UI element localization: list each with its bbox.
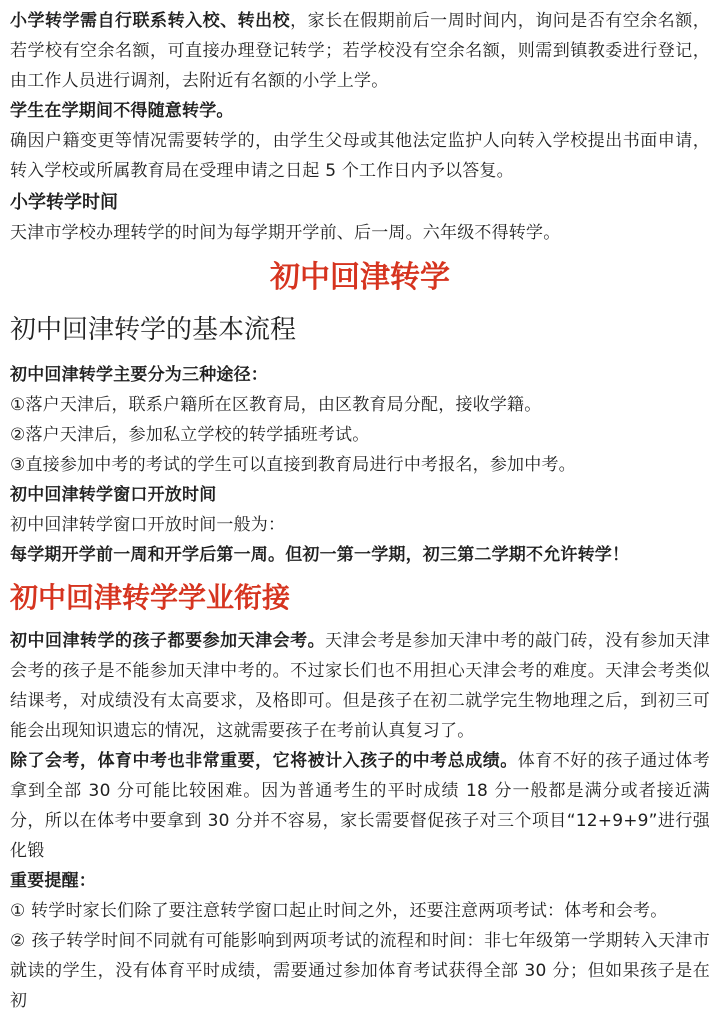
flow-item: ②落户天津后，参加私立学校的转学插班考试。 — [10, 425, 370, 445]
section-title-middle-school: 初中回津转学 — [270, 260, 450, 295]
paragraph-transfer-time: 天津市学校办理转学的时间为每学期开学前、后一周。六年级不得转学。 — [10, 223, 561, 243]
paragraph-huikao — [10, 626, 710, 746]
flow-title: 初中回津转学的基本流程 — [10, 315, 297, 345]
paragraph-primary-transfer — [10, 6, 710, 96]
window-paragraph: 初中回津转学窗口开放时间一般为： — [10, 515, 286, 535]
reminder-heading: 重要提醒： — [10, 871, 96, 891]
flow-list — [10, 390, 710, 480]
flow-item: ①落户天津后，联系户籍所在区教育局，由区教育局分配，接收学籍。 — [10, 395, 542, 415]
window-heading: 初中回津转学窗口开放时间 — [10, 485, 217, 505]
primary-transfer-body: ，家长在假期前后一周时间内，询问是否有空余名额，若学校有空余名额，可直接办理登记转学；若学校没有空余名额，则需到镇教委进行登记，由工作人员进行调剂，去附近有名额的小学上学。 — [10, 11, 710, 91]
primary-transfer-lead: 小学转学需自行联系转入校、转出校 — [10, 11, 291, 31]
reminder-item: ② 孩子转学时间不同就有可能影响到两项考试的流程和时间：非七年级第一学期转入天津市就读的学生，没有体育平时成绩，需要通过参加体育考试获得全部 30 分；但如果孩子是在初 — [10, 931, 710, 1011]
window-times: 每学期开学前一周和开学后第一周。但初一第一学期，初三第二学期不允许转学！ — [10, 545, 630, 565]
section-title-academic: 初中回津转学学业衔接 — [10, 581, 291, 614]
primary-transfer-time-heading: 小学转学时间 — [10, 192, 118, 213]
flow-item: ③直接参加中考的考试的学生可以直接到教育局进行中考报名，参加中考。 — [10, 455, 576, 475]
huikao-lead: 初中回津转学的孩子都要参加天津会考。 — [10, 631, 326, 651]
reminder-item: ① 转学时家长们除了要注意转学窗口起止时间之外，还要注意两项考试：体考和会考。 — [10, 901, 668, 921]
pe-exam-lead: 除了会考，体育中考也非常重要，它将被计入孩子的中考总成绩。 — [10, 751, 518, 771]
paragraph-household-change: 确因户籍变更等情况需要转学的，由学生父母或其他法定监护人向转入学校提出书面申请，转入学校或所属教育局在受理申请之日起 5 个工作日内予以答复。 — [10, 131, 710, 181]
flow-intro: 初中回津转学主要分为三种途径： — [10, 365, 268, 385]
huikao-body: 天津会考是参加天津中考的敲门砖，没有参加天津会考的孩子是不能参加天津中考的。不过家长们也不用担心天津会考的难度。天津会考类似结课考，对成绩没有太高要求，及格即可。但是孩子在初二就学完生物地理之后，到初三可能会出现知识遗忘的情况，这就需要孩子在考前认真复习了。 — [10, 631, 710, 741]
paragraph-pe-exam — [10, 746, 710, 866]
no-transfer-heading: 学生在学期间不得随意转学。 — [10, 101, 234, 121]
reminder-list — [10, 896, 710, 1016]
pe-exam-body: 体育不好的孩子通过体考拿到全部 30 分可能比较困难。因为普通考生的平时成绩 18 分一般都是满分或者接近满分，所以在体考中要拿到 30 分并不容易，家长需要督促孩子对三个项目“12+9+9”进行强化锻 — [10, 751, 710, 861]
